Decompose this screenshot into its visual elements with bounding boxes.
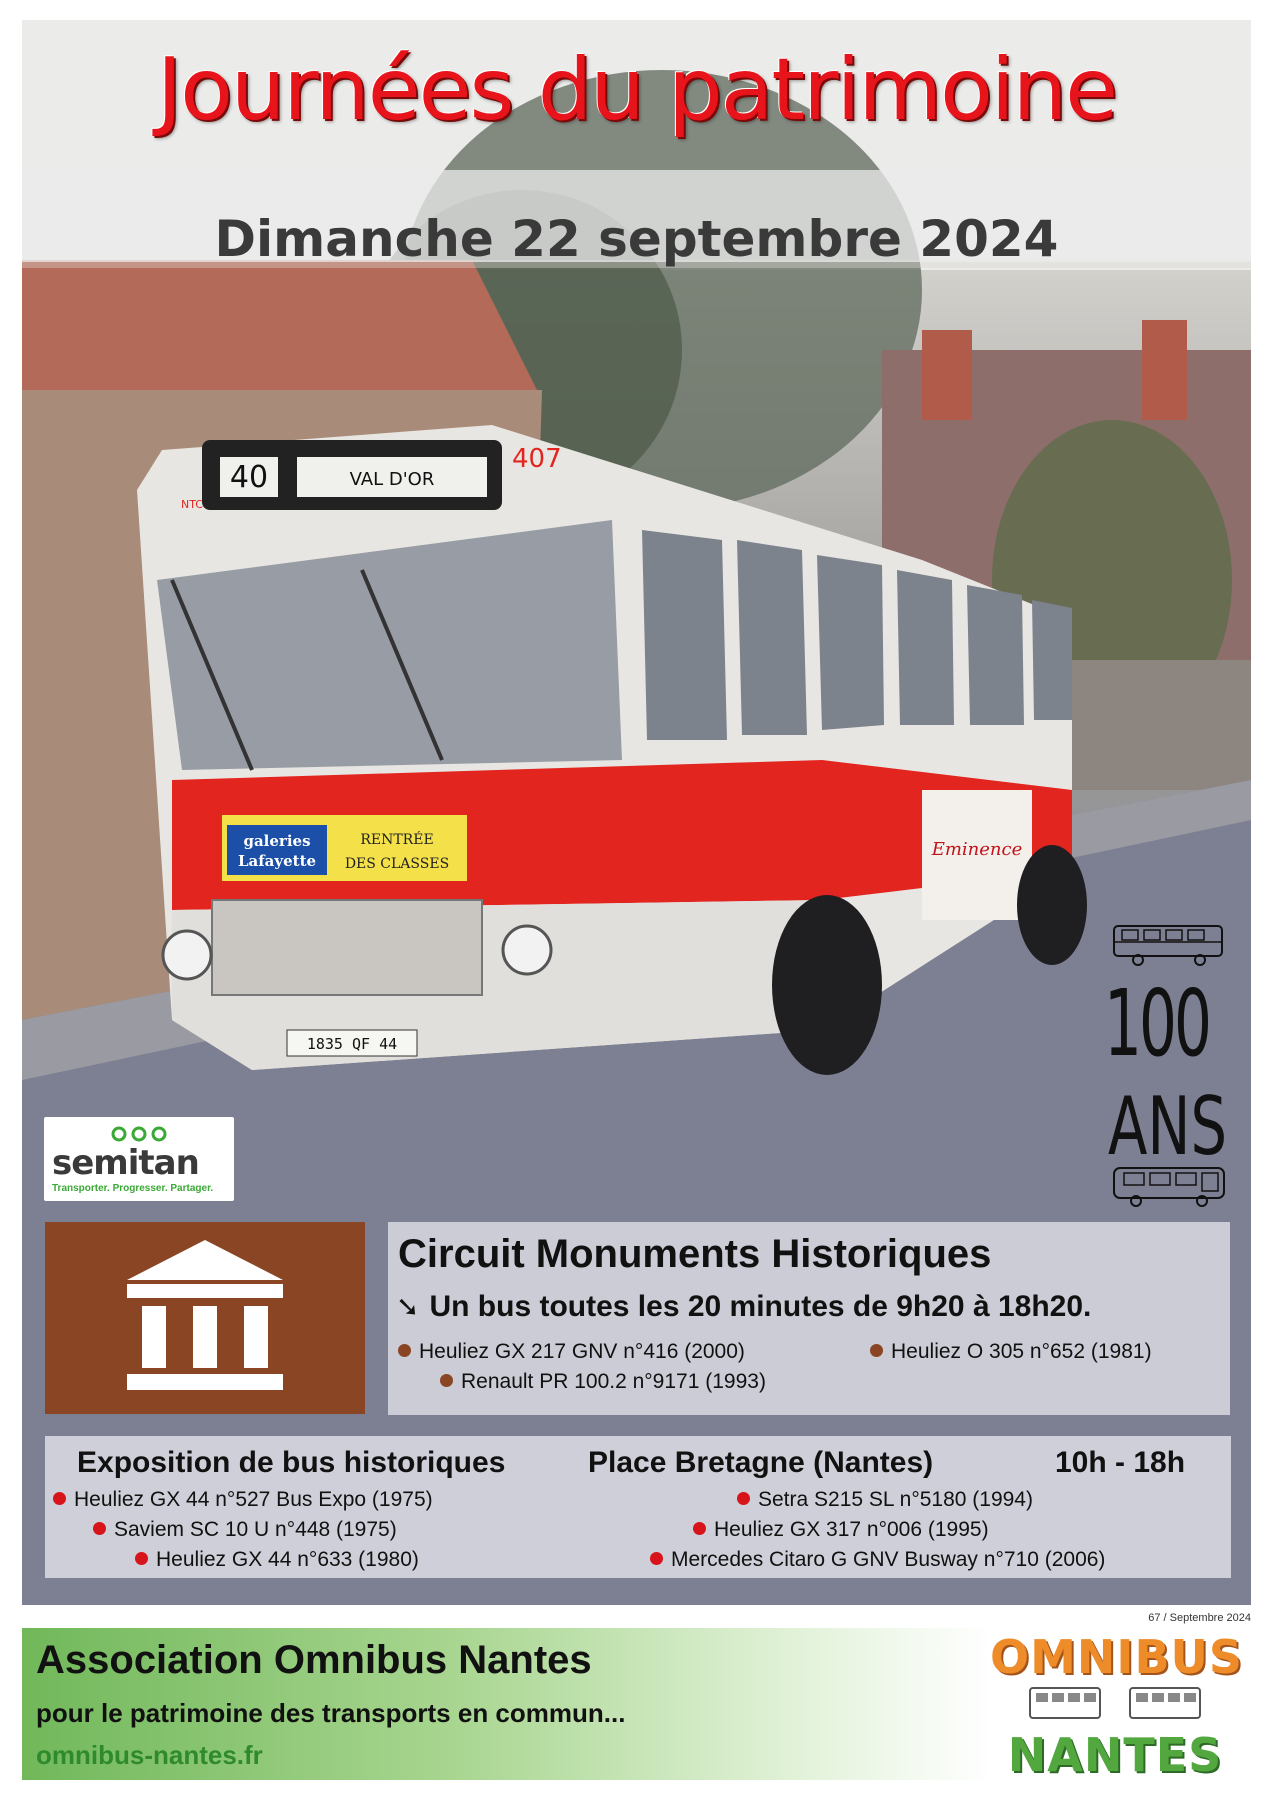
circuit-bus-label: Heuliez O 305 n°652 (1981) [891, 1340, 1152, 1363]
anniversary-badge [1102, 920, 1242, 1210]
exposition-hours: 10h - 18h [1055, 1446, 1186, 1479]
bus-route-number: 40 [229, 460, 269, 495]
red-bullet-icon [93, 1522, 106, 1535]
poster-title: Journées du patrimoine [156, 40, 1117, 140]
red-bullet-icon [693, 1522, 706, 1535]
modern-bus-icon [1110, 1164, 1230, 1208]
red-bullet-icon [135, 1552, 148, 1565]
exposition-bus-label: Mercedes Citaro G GNV Busway n°710 (2006) [671, 1548, 1106, 1571]
exposition-title: Exposition de bus historiques [77, 1446, 506, 1479]
circuit-frequency-row [396, 1290, 1091, 1324]
bus-ad-right-2: DES CLASSES [344, 856, 450, 872]
semitan-logo [44, 1117, 234, 1201]
circuit-bus-label: Renault PR 100.2 n°9171 (1993) [461, 1370, 766, 1393]
exposition-bus-item [135, 1548, 419, 1572]
association-tagline: pour le patrimoine des transports en commun... [36, 1698, 626, 1728]
association-name: Association Omnibus Nantes [36, 1638, 592, 1682]
circuit-frequency: Un bus toutes les 20 minutes de 9h20 à 18h20. [429, 1290, 1092, 1323]
exposition-bus-item [53, 1488, 433, 1512]
bus-operator-badge: NTC [181, 498, 203, 511]
museum-icon [45, 1222, 365, 1414]
exposition-bus-item [650, 1548, 1105, 1572]
brown-bullet-icon [398, 1344, 411, 1357]
edition-label: 67 / Septembre 2024 [1148, 1612, 1251, 1624]
circuit-panel [388, 1222, 1230, 1415]
circuit-title: Circuit Monuments Historiques [398, 1232, 992, 1276]
logo-word-omnibus: OMNIBUS [990, 1630, 1244, 1684]
anniversary-number: 100 [1104, 970, 1210, 1077]
arrow-down-right-icon: ➘ [396, 1291, 420, 1322]
anniversary-unit: ANS [1108, 1080, 1228, 1173]
circuit-bus-item [870, 1340, 1152, 1364]
exposition-bus-label: Saviem SC 10 U n°448 (1975) [114, 1518, 397, 1541]
exposition-location: Place Bretagne (Nantes) [588, 1446, 934, 1479]
old-bus-icon [1110, 920, 1230, 970]
bus-ad-right-1: RENTRÉE [360, 832, 434, 848]
exposition-bus-label: Heuliez GX 317 n°006 (1995) [714, 1518, 989, 1541]
exposition-bus-label: Heuliez GX 44 n°633 (1980) [156, 1548, 419, 1571]
bus-fleet-number: 407 [512, 444, 562, 474]
exposition-bus-item [693, 1518, 989, 1542]
circuit-bus-item [398, 1340, 745, 1364]
exposition-bus-item [93, 1518, 397, 1542]
red-bullet-icon [650, 1552, 663, 1565]
circuit-bus-item [440, 1370, 766, 1394]
exposition-bus-label: Heuliez GX 44 n°527 Bus Expo (1975) [74, 1488, 433, 1511]
semitan-name: semitan [52, 1143, 199, 1183]
bus-plate: 1835 QF 44 [306, 1035, 398, 1053]
circuit-bus-label: Heuliez GX 217 GNV n°416 (2000) [419, 1340, 745, 1363]
bus-ad-left-1: galeries [243, 832, 311, 850]
poster-subtitle: Dimanche 22 septembre 2024 [214, 210, 1059, 268]
association-website[interactable]: omnibus-nantes.fr [36, 1740, 263, 1770]
museum-icon-box [45, 1222, 365, 1414]
bus-ad-left-2: Lafayette [237, 852, 317, 870]
omnibus-nantes-logo [990, 1630, 1244, 1782]
bus-destination: VAL D'OR [349, 469, 435, 490]
association-footer [22, 1628, 992, 1780]
exposition-bus-item [737, 1488, 1033, 1512]
logo-buses-icon [990, 1682, 1240, 1726]
exposition-bus-label: Setra S215 SL n°5180 (1994) [758, 1488, 1033, 1511]
semitan-rings-icon [110, 1125, 170, 1143]
semitan-tagline: Transporter. Progresser. Partager. [52, 1183, 214, 1194]
logo-word-nantes: NANTES [1007, 1728, 1223, 1782]
brown-bullet-icon [870, 1344, 883, 1357]
brown-bullet-icon [440, 1374, 453, 1387]
bus-side-ad: Eminence [931, 839, 1023, 860]
red-bullet-icon [53, 1492, 66, 1505]
exposition-panel [45, 1436, 1231, 1578]
red-bullet-icon [737, 1492, 750, 1505]
